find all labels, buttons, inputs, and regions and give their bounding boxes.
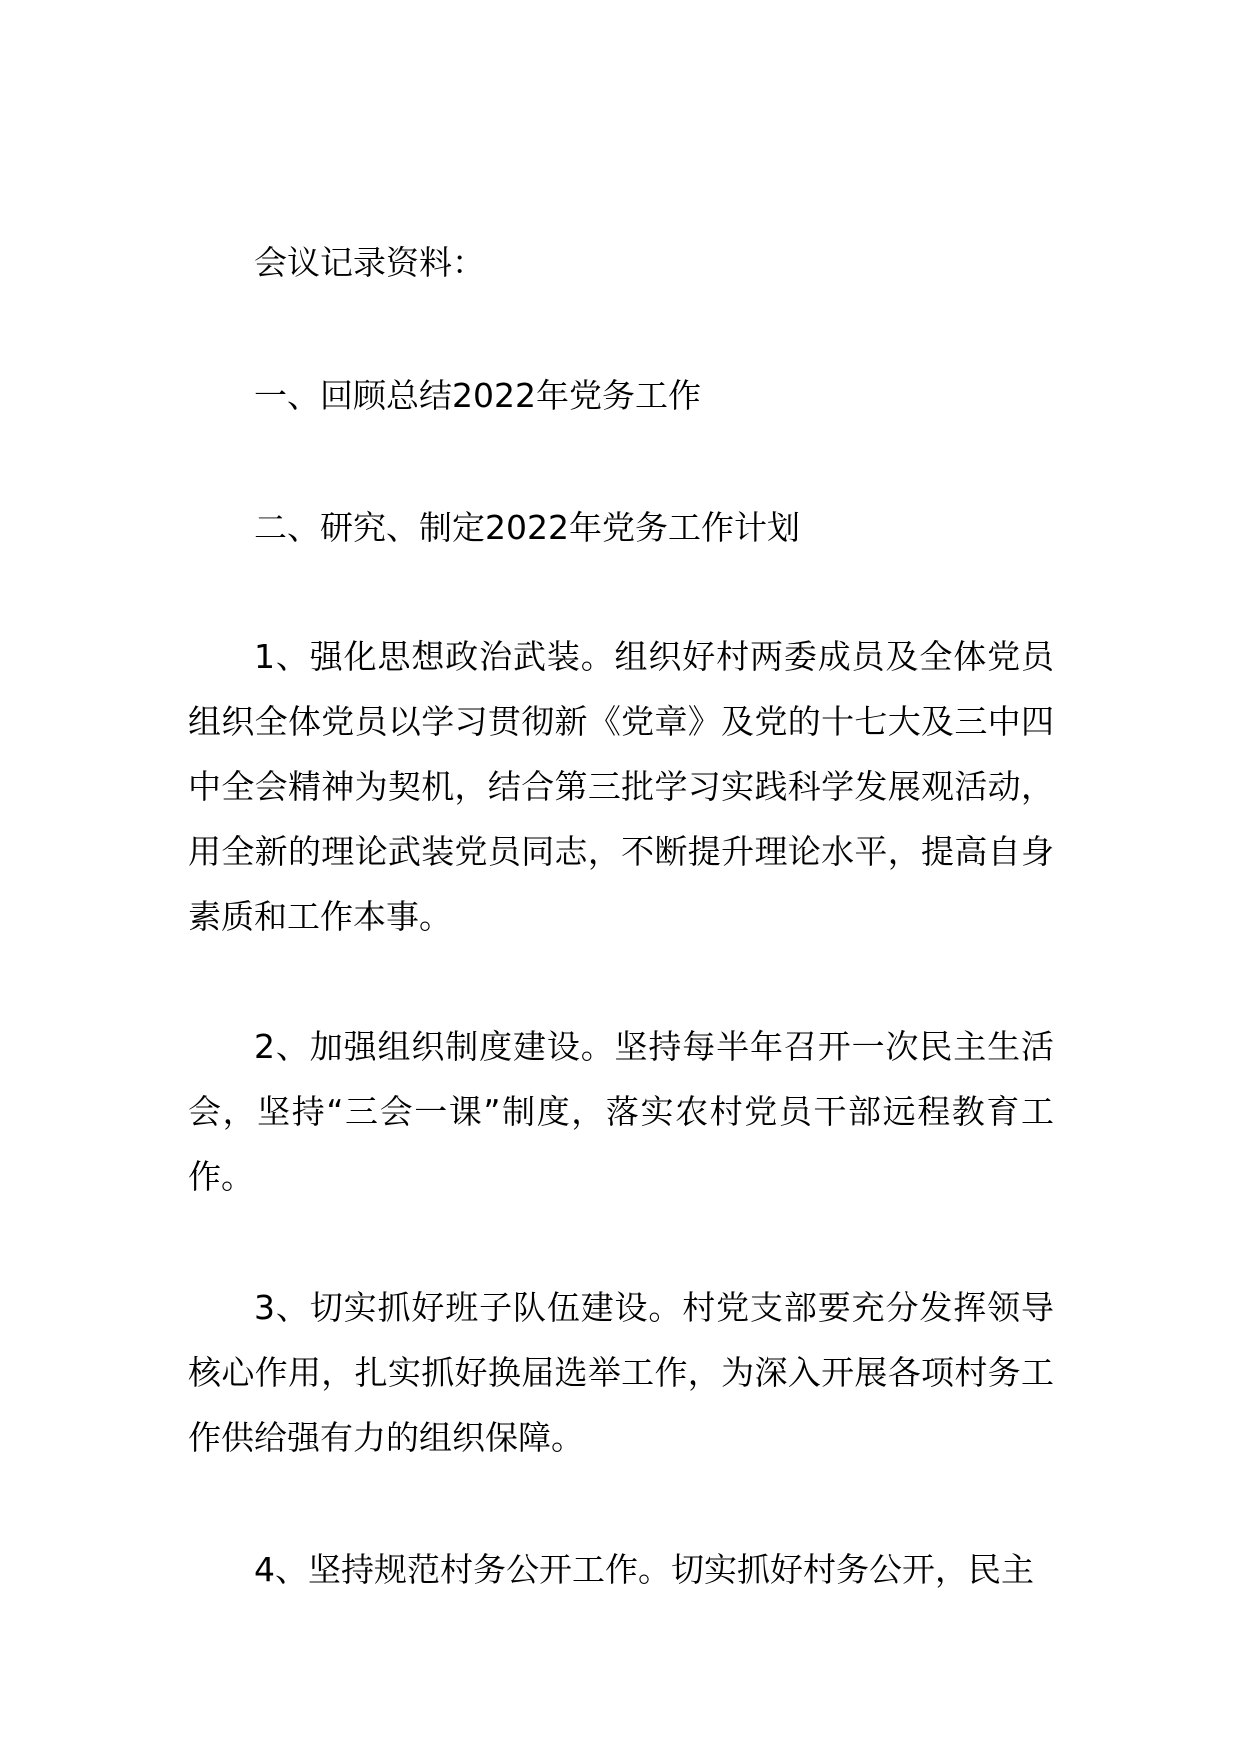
plan-item-2: 2、加强组织制度建设。坚持每半年召开一次民主生活会，坚持“三会一课”制度，落实农村党员干部远程教育工作。 <box>188 1027 1054 1196</box>
plan-item-1: 1、强化思想政治武装。组织好村两委成员及全体党员组织全体党员以学习贯彻新《党章》及党的十七大及三中四中全会精神为契机，结合第三批学习实践科学发展观活动，用全新的理论武装党员同志，不断提升理论水平，提高自身素质和工作本事。 <box>188 637 1054 936</box>
section-1-title: 一、回顾总结2022年党务工作 <box>254 376 701 415</box>
document-heading: 会议记录资料： <box>254 243 485 282</box>
section-2-title: 二、研究、制定2022年党务工作计划 <box>254 508 800 547</box>
plan-item-4: 4、坚持规范村务公开工作。切实抓好村务公开，民主 <box>254 1550 1034 1589</box>
plan-item-3: 3、切实抓好班子队伍建设。村党支部要充分发挥领导核心作用，扎实抓好换届选举工作，为深入开展各项村务工作供给强有力的组织保障。 <box>188 1288 1054 1457</box>
